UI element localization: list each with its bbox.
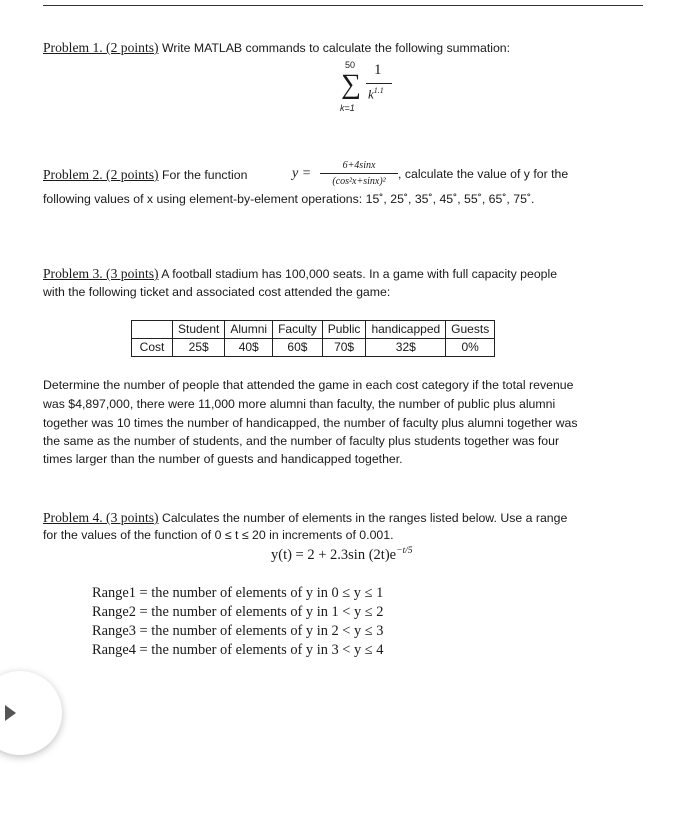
problem-3-title: Problem 3. (3 points) xyxy=(43,266,159,281)
problem-2-line-2: following values of x using element-by-element operations: 15˚, 25˚, 35˚, 45˚, 55˚, 65˚, 75˚. xyxy=(43,192,535,206)
function-formula xyxy=(271,546,413,564)
problem-3-text: A football stadium has 100,000 seats. In a game with full capacity people xyxy=(158,267,558,281)
function-fraction xyxy=(320,160,398,187)
sum-denominator: $k^{1.1}$ xyxy=(368,86,384,102)
table-header-cell: Alumni xyxy=(225,321,273,339)
problem-2-text-before: For the function xyxy=(158,168,248,182)
problem-4-text: Calculates the number of elements in the ranges listed below. Use a range xyxy=(158,511,568,525)
table-header-cell: Faculty xyxy=(273,321,323,339)
table-header-cell: Guests xyxy=(446,321,495,339)
table-row-label: Cost xyxy=(132,339,173,357)
problem-1-title: Problem 1. (2 points) xyxy=(43,40,159,55)
table-cell: 32$ xyxy=(366,339,446,357)
problem-2-text-after: , calculate the value of y for the xyxy=(398,167,569,181)
sum-numerator: 1 xyxy=(374,62,382,78)
sum-lower-limit: k=1 xyxy=(340,103,355,113)
table-header-cell: Student xyxy=(173,321,225,339)
range-line: Range4 = the number of elements of y in 3 < y ≤ 4 xyxy=(92,642,384,658)
problem-3-para-line: times larger than the number of guests and handicapped together. xyxy=(43,452,403,466)
problem-4-line-1 xyxy=(43,510,567,526)
table-row xyxy=(132,339,495,357)
range-line: Range1 = the number of elements of y in 0 ≤ y ≤ 1 xyxy=(92,585,384,601)
range-line: Range3 = the number of elements of y in 2 < y ≤ 3 xyxy=(92,623,384,639)
range-line: Range2 = the number of elements of y in 1 < y ≤ 2 xyxy=(92,604,384,620)
table-cell: 40$ xyxy=(225,339,273,357)
table-header-row xyxy=(132,321,495,339)
fraction-numerator: 6+4sinx xyxy=(342,160,376,171)
fraction-bar xyxy=(320,173,398,174)
table-cell: 0% xyxy=(446,339,495,357)
table-header-cell xyxy=(132,321,173,339)
top-rule xyxy=(43,5,643,6)
table-cell: 60$ xyxy=(273,339,323,357)
table-header-cell: handicapped xyxy=(366,321,446,339)
ticket-cost-table xyxy=(131,320,495,357)
sigma-symbol: ∑ xyxy=(341,69,361,100)
problem-3-para-line: Determine the number of people that attended the game in each cost category if the total revenue xyxy=(43,378,574,392)
problem-1-line xyxy=(43,40,510,56)
table-cell: 70$ xyxy=(322,339,366,357)
fraction-denominator: (cos²x+sinx)² xyxy=(332,176,386,187)
problem-2-line-1 xyxy=(43,167,247,183)
table-header-cell: Public xyxy=(322,321,366,339)
problem-4-line-2: for the values of the function of 0 ≤ t ≤ 20 in increments of 0.001. xyxy=(43,528,394,542)
y-equals: y = xyxy=(292,166,312,181)
function-formula-main: y(t) = 2 + 2.3sin (2t)e xyxy=(271,546,397,563)
problem-3-para-line: the same as the number of students, and the number of faculty plus students together was four xyxy=(43,434,560,448)
play-button[interactable] xyxy=(0,671,62,755)
sum-upper-limit: 50 xyxy=(345,60,356,70)
table-cell: 25$ xyxy=(173,339,225,357)
problem-4-title: Problem 4. (3 points) xyxy=(43,510,159,525)
problem-3-line-2: with the following ticket and associated cost attended the game: xyxy=(43,285,391,299)
problem-3-para-line: was $4,897,000, there were 11,000 more alumni than faculty, the number of public plus alumni xyxy=(43,397,556,411)
problem-3-line-1 xyxy=(43,266,557,282)
function-exponent: −t/5 xyxy=(396,546,413,556)
play-icon xyxy=(5,705,16,721)
problem-1-text: Write MATLAB commands to calculate the following summation: xyxy=(158,41,511,55)
problem-2-title: Problem 2. (2 points) xyxy=(43,167,159,182)
sum-fraction-bar xyxy=(366,83,392,84)
problem-3-para-line: together was 10 times the number of handicapped, the number of faculty plus alumni together was xyxy=(43,416,578,430)
